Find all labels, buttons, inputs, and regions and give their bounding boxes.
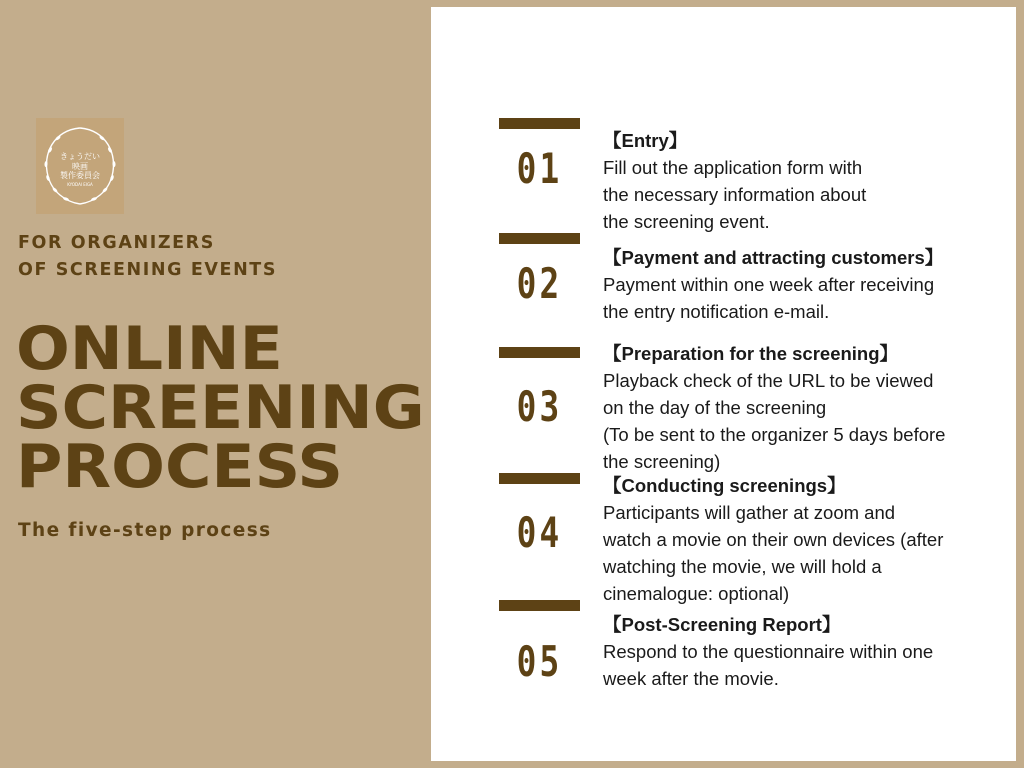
step-number: 03: [516, 382, 563, 431]
step-description: Fill out the application form with the necessary information about the screening event.: [603, 157, 867, 232]
title-line2: SCREENING: [16, 373, 425, 443]
logo-text-line1: きょうだい: [60, 152, 100, 161]
step-heading: 【Payment and attracting customers】: [603, 247, 944, 268]
logo-text-line3: 製作委員会: [60, 171, 100, 180]
step-divider-bar: [499, 600, 580, 611]
audience-subtitle: [18, 230, 277, 284]
title-line1: ONLINE: [16, 314, 283, 384]
step-number: 04: [516, 508, 563, 557]
step-description: Participants will gather at zoom and watch a movie on their own devices (after watching the movie, we will hold a cinemalogue: optional): [603, 502, 944, 604]
step-number: 02: [516, 259, 563, 308]
subtitle-line1: FOR ORGANIZERS: [18, 233, 215, 253]
step-description: Playback check of the URL to be viewed on the day of the screening (To be sent to the organizer 5 days before the screening): [603, 370, 946, 472]
step-divider-bar: [499, 118, 580, 129]
step-divider-bar: [499, 347, 580, 358]
organizer-logo: [36, 118, 124, 214]
step-number: 01: [516, 144, 563, 193]
title-line3: PROCESS: [16, 432, 343, 502]
step-heading: 【Post-Screening Report】: [603, 614, 841, 635]
logo-text-line2: 映画: [72, 162, 88, 171]
step-description: Respond to the questionnaire within one week after the movie.: [603, 641, 934, 689]
tagline: The five-step process: [18, 520, 272, 541]
logo-text-line4: KYODAI EIGA: [67, 182, 93, 187]
step-description: Payment within one week after receiving the entry notification e-mail.: [603, 274, 935, 322]
step-heading: 【Conducting screenings】: [603, 475, 846, 496]
step-number: 05: [516, 637, 563, 686]
page-title: [16, 314, 425, 502]
step-heading: 【Preparation for the screening】: [603, 343, 899, 364]
subtitle-line2: OF SCREENING EVENTS: [18, 260, 278, 280]
step-heading: 【Entry】: [603, 130, 688, 151]
step-divider-bar: [499, 473, 580, 484]
step-divider-bar: [499, 233, 580, 244]
